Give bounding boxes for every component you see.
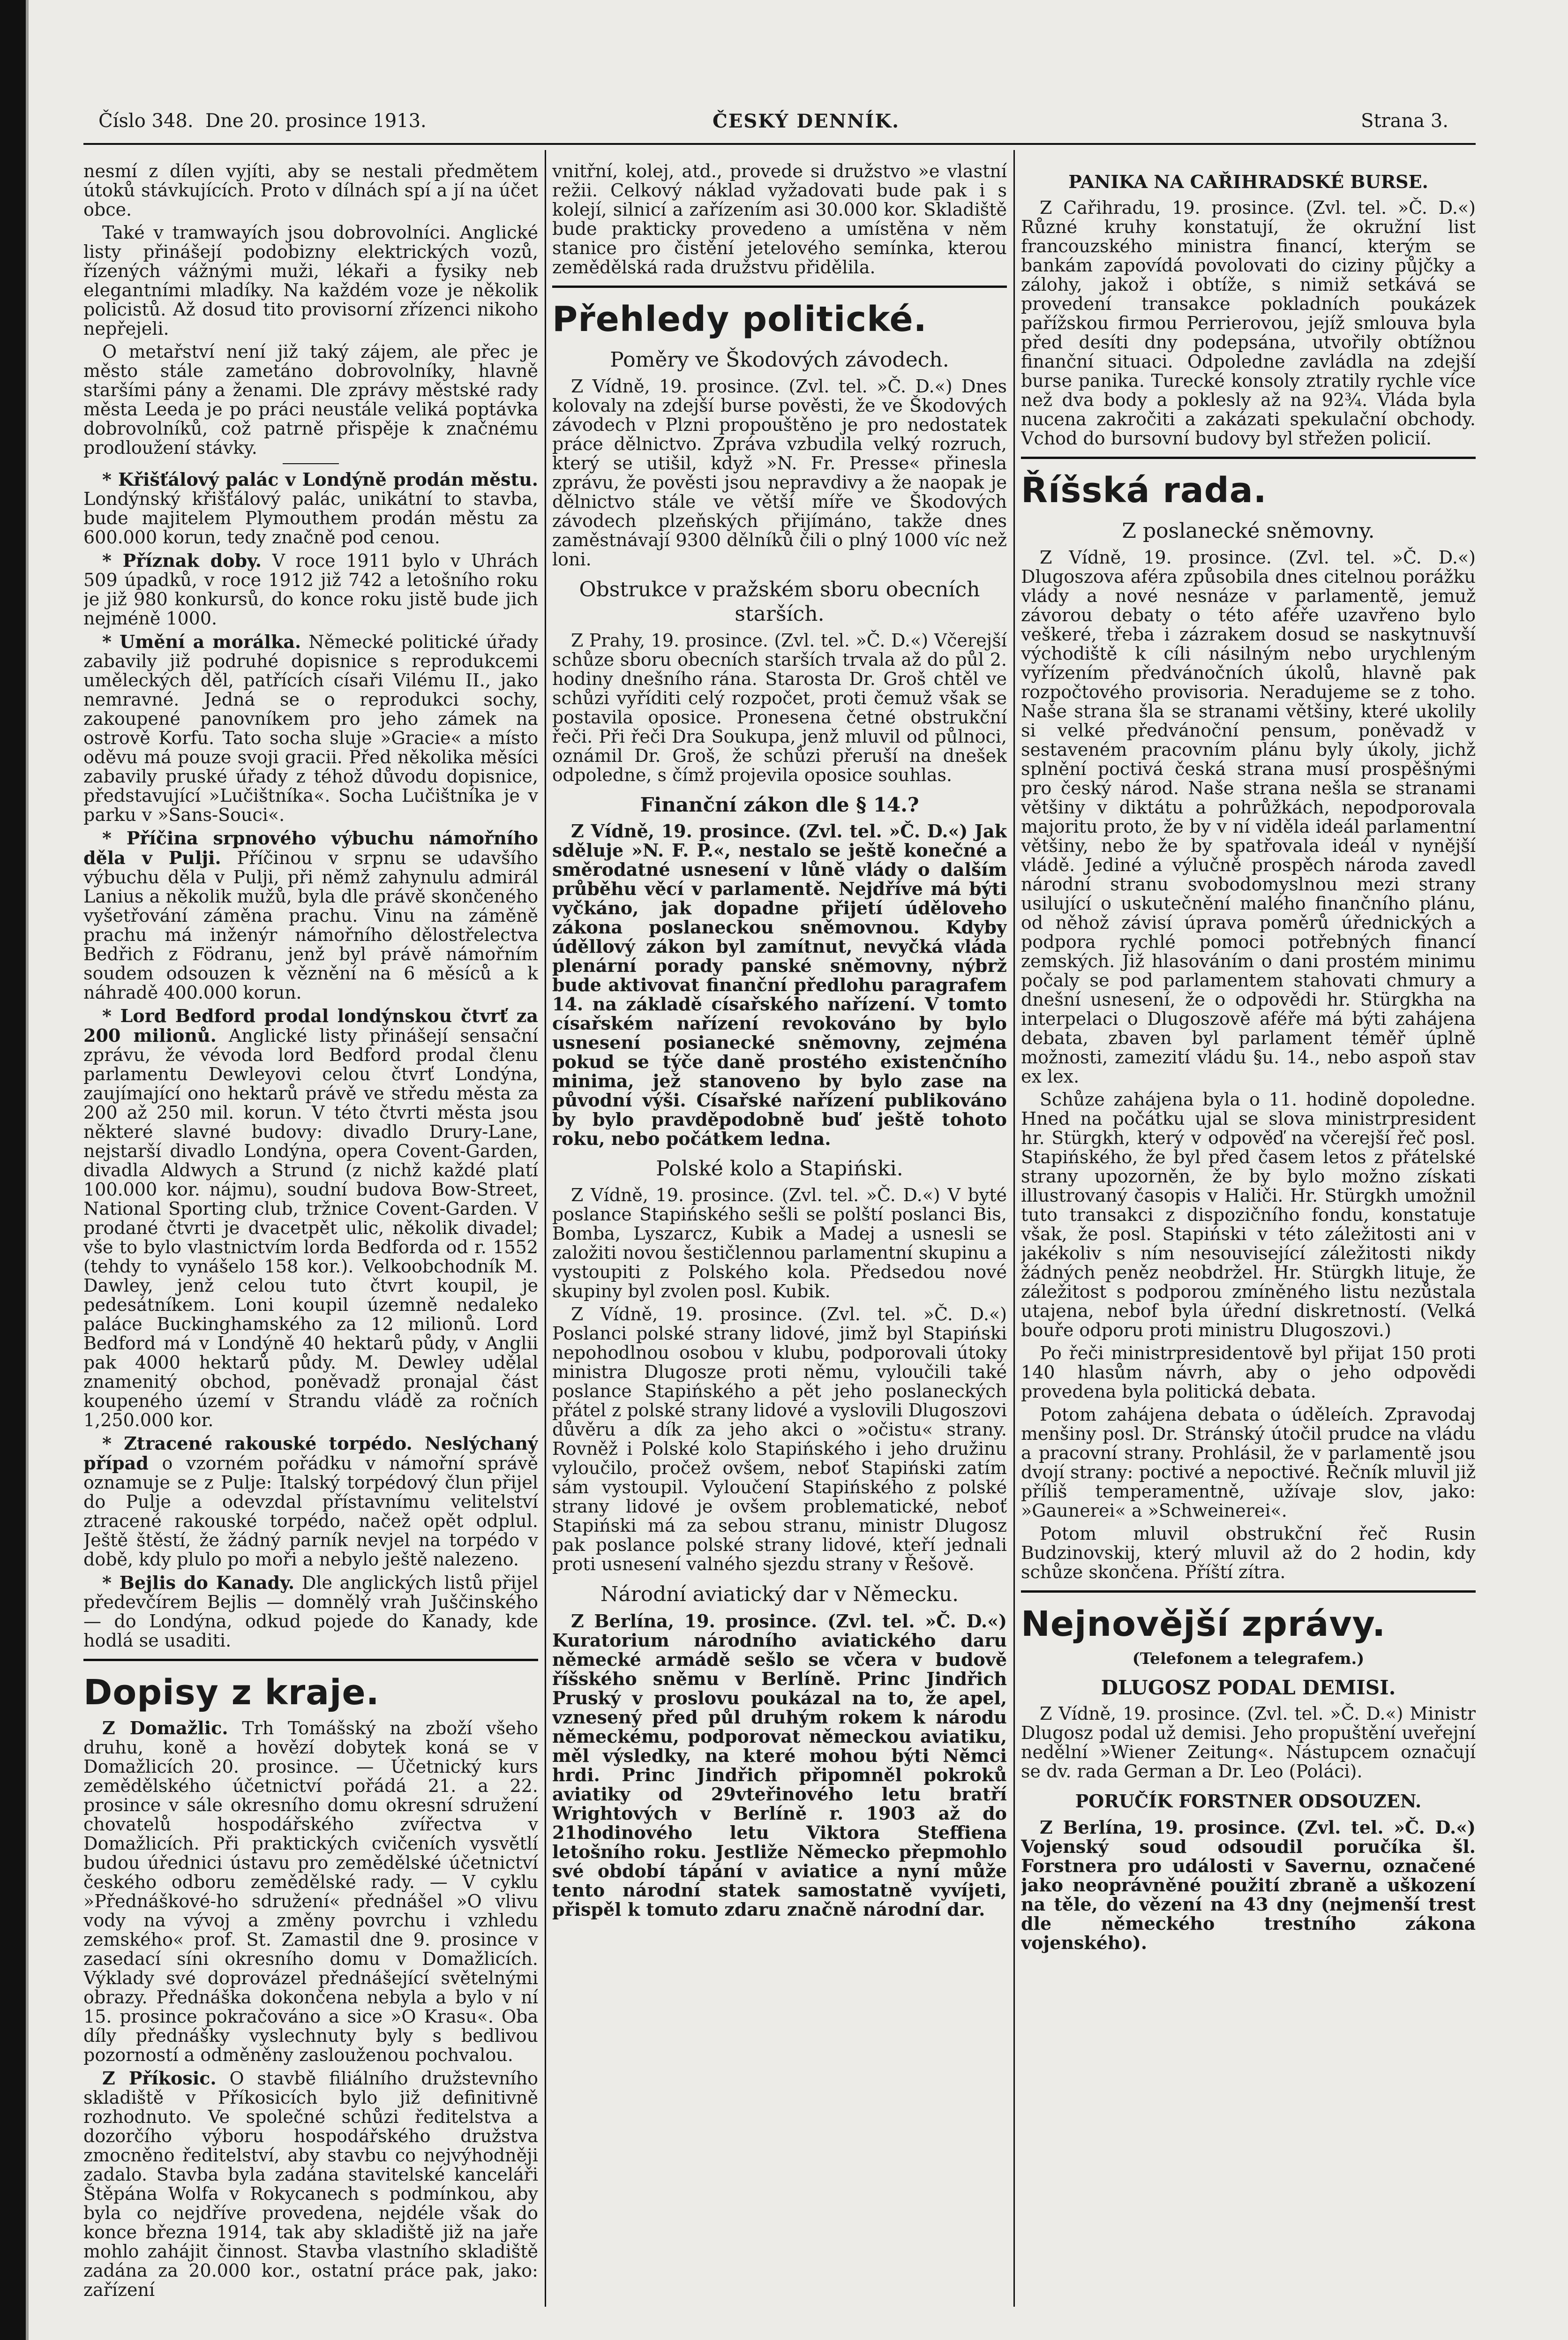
scan-edge-line — [26, 0, 29, 2340]
section-title: Dopisy z kraje. — [83, 1672, 380, 1713]
article-text: Z Berlína, 19. prosince. (Zvl. tel. »Č. D.«) Kuratorium národního aviatického daru německé armádě sešlo se včera v budově říšského sněmu v Berlíně. Princ Jindřich Pruský v proslovu poukázal na to, že apel, vznesený před půl druhým rokem k národu německému, podporovat německou aviatiku, měl výsledky, na které mohou býti Němci hrdi. Princ Jindřich připomněl pokroků aviatiky od 29vteřinového letu bratří Wrightových v Berlíně r. 1903 až do 21hodinového letu Viktora Steffiena letošního roku. Jestliže Německo přepmohlo své období tápání v aviatice a nyní může tento národní statek samostatně vyvíjeti, přispěl k tomuto zdaru značně národní dar. — [552, 1610, 1007, 1920]
news-heading: * Příznak doby. — [102, 550, 262, 571]
section-title: Říšská rada. — [1021, 470, 1267, 511]
news-body: o vzorném pořádku v námořní správě oznamuje se z Pulje: Italský torpédový člun přijel do Pulje a odevzdal přístavnímu velitelství ztracené rakouské torpédo, načež opět odplul. Ještě štěstí, že žádný parník nevjel na torpédo v době, kdy plulo po moři a nebylo ještě nalezeno. — [83, 1453, 538, 1570]
article-text: Schůze zahájena byla o 11. hodině dopoledne. Hned na počátku ujal se slova ministrpresident hr. Stürgkh, který v odpověď na včerejší řeč posl. Stapińského, že byl před časem letos z přátelské strany upozorněn, že by bylo možno získati illustrovaný časopis v Haliči. Hr. Stürgkh umožnil tuto transakci z dispozičního fondu, konstatuje však, že posl. Stapiński v této záležitosti ani v jakékoliv s ním nesouvisející záležitosti nikdy žádných peněz neobdržel. Hr. Stürgkh lituje, že záležitost s podporou zmíněného listu nezůstala utajena, nebof byla úřední diskretností. (Velká bouře odporu proti ministru Dlugoszovi.) — [1021, 1089, 1476, 1340]
news-item — [83, 470, 538, 547]
news-body: Anglické listy přinášejí sensační zprávu, že vévoda lord Bedford prodal členu parlamentu Dewleyovi celou čtvrť Londýna, zaujímající ono hektarů právě ve středu města za 200 až 250 mil. korun. V této čtvrti města jsou některé slavné budovy: divadlo Drury-Lane, nejstarší divadlo Londýna, opera Covent-Garden, divadla Aldwych a Strund (z nichž každé platí 100.000 kor. nájmu), soudní budova Bow-Street, National Sporting club, tržnice Covent-Garden. V prodané čtvrti je dvacetpět ulic, několik divadel; vše to bylo vlastnictvím lorda Bedforda od r. 1552 (tehdy to vynášelo 158 kor.). Velkoobchodník M. Dawley, jenž celou tuto čtvrt koupil, je pedesátníkem. Loni koupil územně nedaleko paláce Buckinghamského za 12 milionů. Lord Bedford má v Londýně 40 hektarů půdy, v Anglii pak 4000 hektarů půdy. M. Dewley udělal znamenitý obchod, poněvadž pronajal část koupeného území v Strandu vládě za ročních 1,250.000 kor. — [83, 1025, 538, 1430]
article-text: Po řeči ministrpresidentově byl přijat 150 proti 140 hlasům návrh, aby o jeho odpovědi provedena byla politická debata. — [1021, 1343, 1476, 1402]
article-text: Z Vídně, 19. prosince. (Zvl. tel. »Č. D.«) Dlugoszova aféra způsobila dnes citelnou porážku vlády a nové nesnáze v parlamentě, jemuž závorou debaty o této aféře uzavřeno bylo veškeré, třeba i zázrakem dosud se naskytnuvší východiště k cíli násilným nebo urychleným vyřízením předvánočních úkolů, hlavně pak rozpočtového provisoria. Neradujeme se z toho. Naše strana šla se stranami většiny, které ukolily si velké předvánoční pensum, poněvadž v sestaveném pracovním plánu byly úkoly, jichž splnění poctivá česká strana musí prospěšnými pro český národ. Naše strana nešla se stranami většiny v diktátu a pohrůžkách, nepodporovala majoritu proto, že by v ní viděla ideál parlamentní většiny, nebo že by spatřovala ideál v nynější vládě. Jediné a výlučně prospěch národa zavedl národní stranu svobodomyslnou mezi strany usilující o uskutečnění malého finančního plánu, od něhož závisí úprava poměrů úřednických a podpora rychlé pomoci potřebných financí zemských. Již hlasováním o dani prostém minimu počaly se pod parlamentem stahovati chmury a dnešní usnesení, že o odpovědi hr. Stürgkha na interpelaci o Dlugoszově aféře má býti zahájena debata, zbaven byl parlament téměř úplně možnosti, zamezití vládu §u. 14., nebo aspoň stav ex lex. — [1021, 547, 1476, 1087]
page-header — [94, 110, 1453, 143]
column-3 — [1021, 162, 1476, 2312]
news-body: Příčinou v srpnu se udavšího výbuchu děla v Pulji, při němž zahynulu admirál Lanius a několik mužů, byla dle právě skončeného vyšetřování záměna prachu. Vinu na záměně prachu má inženýr námořního dělostřelectva Bedřich z Födranu, jenž byl právě námořním soudem odsouzen k věznění na 6 měsíců a k náhradě 400.000 korun. — [83, 848, 538, 1003]
issue-number: Číslo 348. — [98, 110, 194, 132]
section-title: Přehledy politické. — [552, 299, 927, 339]
newspaper-title: ČESKÝ DENNÍK. — [713, 110, 900, 132]
issue-and-date — [98, 110, 427, 132]
news-item — [83, 1573, 538, 1650]
page-number: Strana 3. — [1361, 110, 1448, 132]
article-text: nesmí z dílen vyjíti, aby se nestali předmětem útoků stávkujících. Proto v dílnách spí a jí na účet obce. — [83, 162, 538, 220]
article-headline: Z poslanecké sněmovny. — [1122, 519, 1375, 543]
article-headline: DLUGOSZ PODAL DEMISI. — [1101, 1676, 1396, 1699]
news-body: Trh Tomášský na zboží všeho druhu, koně a hovězí dobytek koná se v Domažlicích 20. prosince. — Účetnický kurs zemědělského účetnictví pořádá 21. a 22. prosince v sále okresního domu okresní sdružení chovatelů hospodářského zvířectva v Domažlicích. Při praktických cvičeních vysvětlí budou úřednici ústavu pro zemědělské účetnictví českého odboru zemědělské rady. — V cyklu »Přednáškové-ho sdružení« přednášel »O vlivu vody na vývoj a změny povrchu i vzhledu zemského« prof. St. Zamastil dne 9. prosince v zasedací síni okresního domu v Domažlicích. Výklady své doprovázel přednášející světelnými obrazy. Přednáška dokončena nebyla a bylo v ní 15. prosince pokračováno a sice »O Krasu«. Oba díly přednášky vyslechnuty byly s bedlivou pozorností a odměněny zaslouženou pochvalou. — [83, 1718, 538, 2065]
scan-edge — [0, 0, 26, 2340]
article-headline: Obstrukce v pražském sboru obecních starších. — [579, 578, 980, 626]
article-text: Potom mluvil obstrukční řeč Rusin Budzinovskij, který mluvil až do 2 hodin, kdy schůze skončena. Příští zítra. — [1021, 1523, 1476, 1582]
article-text: Z Cařihradu, 19. prosince. (Zvl. tel. »Č. D.«) Různé kruhy konstatují, že okružní list francouzského ministra financí, kterým se bankám zapovídá povolovati do ciziny půjčky a zálohy, jakož i obtíže, s nimiž setkává se provedení transakce pokladních poukázek pařížskou firmou Perrierovou, jejíž smlouva byla před desíti dny podepsána, utvořily obtížnou finanční situaci. Odpoledne zavládla na zdejší burse panika. Turecké konsoly ztratily rychle více než dva body a poklesly až na 92¾. Vláda byla nucena zakročiti a zakázati spekulační obchody. Vchod do bursovní budovy byl střežen policií. — [1021, 197, 1476, 449]
issue-date: Dne 20. prosince 1913. — [205, 110, 427, 132]
news-body: Německé politické úřady zabavily již podruhé dopisnice s reprodukcemi uměleckých děl, patřících císaři Vilému II., jako nemravné. Jedná se o reprodukci sochy, zakoupené panovníkem pro jeho zámek na ostrově Korfu. Tato socha sluje »Gracie« a místo oděvu má pouze svoji gracii. Před několika měsíci zabavily pruské úřady z téhož důvodu dopisnice, představující »Lučištníka«. Socha Lučištníka je v parku v »Sans-Souci«. — [83, 632, 538, 825]
news-heading: * Křišťálový palác v Londýně prodán městu. — [102, 469, 538, 490]
article-text: Z Vídně, 19. prosince. (Zvl. tel. »Č. D.«) Dnes kolovaly na zdejší burse pověsti, že ve Škodových závodech v Plzni propouštěno je pro nedostatek práce dělnictvo. Zpráva vzbudila velký rozruch, který se utišil, když »N. Fr. Presse« přinesla zprávu, že pověsti jsou nepravdivy a že naopak je dělnictvo stále ve větší míře ve Škodových závodech plzeňských přijímáno, takže dnes zaměstnávají 9300 dělníků čili o plný 1000 víc než loni. — [552, 376, 1007, 570]
section-rule — [1021, 1590, 1476, 1593]
news-body: V roce 1911 bylo v Uhrách 509 úpadků, v roce 1912 již 742 a letošního roku je již 980 konkursů, do konce roku jistě bude jich nejméně 1000. — [83, 550, 538, 629]
article-text: Z Berlína, 19. prosince. (Zvl. tel. »Č. D.«) Vojenský soud odsoudil poručíka šl. Forstnera pro události v Savernu, označené jako neoprávněné použití zbraně a uškození na těle, do vězení na 43 dny (nejmenší trest dle německého trestního zákona vojenského). — [1021, 1817, 1476, 1953]
news-item — [83, 1434, 538, 1569]
article-headline: Finanční zákon dle § 14.? — [640, 793, 919, 816]
article-headline: PANIKA NA CAŘIHRADSKÉ BURSE. — [1068, 171, 1428, 192]
news-item — [83, 551, 538, 628]
section-title: Nejnovější zprávy. — [1021, 1604, 1386, 1644]
divider — [283, 463, 339, 464]
news-heading: Z Příkosic. — [102, 2068, 217, 2089]
column-divider-2 — [1013, 150, 1015, 2307]
news-item — [83, 828, 538, 1002]
section-rule — [83, 1659, 538, 1661]
news-heading: Z Domažlic. — [102, 1717, 228, 1738]
article-text: Z Vídně, 19. prosince. (Zvl. tel. »Č. D.«) Jak sděluje »N. F. P.«, nestalo se ještě konečné a směrodatné usnesení v lůně vlády o dalším průběhu věcí v parlamentě. Nejdříve má býti vyčkáno, jak dopadne přijetí úděloveho zákona poslaneckou sněmovnou. Kdyby úděllový zákon byl zamítnut, nevyčká vláda plenární porady panské sněmovny, nýbrž bude aktivovat finanční předlohu paragrafem 14. na základě císařského nařízení. V tomto císařském nařízení revokováno by bylo usnesení posianecké sněmovny, zejména pokud se týče daně prostého existenčního minima, jež stanoveno by bylo zase na původní výši. Císařské nařízení publikováno by bylo pravděpodobně buď ještě tohoto roku, nebo počátkem ledna. — [552, 820, 1007, 1149]
column-divider-1 — [545, 150, 546, 2307]
news-body: Londýnský křišťálový palác, unikátní to stavba, bude majitelem Plymouthem prodán městu za 600.000 korun, tedy značně pod cenou. — [83, 489, 538, 548]
article-headline: Poměry ve Škodových závodech. — [610, 348, 949, 372]
article-headline: Polské kolo a Stapiński. — [656, 1157, 903, 1181]
news-heading: * Umění a morálka. — [102, 631, 301, 652]
article-text: Také v tramwayích jsou dobrovolníci. Anglické listy přinášejí podobizny elektrických vozů, řízených vážnými muži, lékaři a fysiky neb elegantními mladíky. Na každém voze je několik policistů. Až dosud tito provisorní zřízenci nikoho nepřejeli. — [83, 222, 538, 339]
news-heading: * Lord Bedford prodal londýnskou čtvrť za 200 milionů. — [83, 1005, 538, 1046]
section-rule — [1021, 457, 1476, 459]
header-rule — [83, 143, 1476, 145]
article-text: Z Vídně, 19. prosince. (Zvl. tel. »Č. D.«) V byté poslance Stapińského sešli se polští poslanci Bis, Bomba, Lyszarcz, Kubik a Madej a usnesli se založiti novou šestičlennou parlamentní skupinu a vystoupiti z Polského kola. Předsedou nové skupiny byl zvolen posl. Kubik. — [552, 1185, 1007, 1302]
article-text: Z Prahy, 19. prosince. (Zvl. tel. »Č. D.«) Včerejší schůze sboru obecních starších trvala až do půl 2. hodiny dnešního rána. Starosta Dr. Groš chtěl ve schůzi vyříditi celý rozpočet, proti čemuž však se postavila oposice. Pronesena četné obstrukční řeči. Při řeči Dra Soukupa, jenž mluvil od půlnoci, oznámil Dr. Groš, že schůzi přeruší na dnešek odpoledne, s čímž projevila oposice souhlas. — [552, 630, 1007, 785]
article-headline: PORUČÍK FORSTNER ODSOUZEN. — [1075, 1791, 1422, 1812]
section-tagline: (Telefonem a telegrafem.) — [1132, 1649, 1365, 1668]
news-item — [83, 1718, 538, 2065]
news-heading: * Bejlis do Kanady. — [102, 1572, 295, 1593]
article-text: Z Vídně, 19. prosince. (Zvl. tel. »Č. D.«) Ministr Dlugosz podal už demisi. Jeho propuštění uveřejní nedělní »Wiener Zeitung«. Nástupcem označují se dv. rada German a Dr. Leo (Poláci). — [1021, 1703, 1476, 1782]
article-headline: Národní aviatický dar v Německu. — [600, 1582, 959, 1606]
news-item — [83, 1006, 538, 1430]
column-2 — [552, 162, 1007, 2312]
news-item — [83, 632, 538, 825]
news-heading: * Ztracené rakouské torpédo. Neslýchaný případ — [83, 1433, 538, 1474]
article-text: O metařství není již taký zájem, ale přec je město stále zametáno dobrovolníky, hlavně staršími pány a ženami. Dle zprávy městské rady města Leeda je po práci neustále veliká poptávka dobrovolníků, což patrně přispěje k značnému prodloužení stávky. — [83, 341, 538, 458]
article-text: Z Vídně, 19. prosince. (Zvl. tel. »Č. D.«) Poslanci polské strany lidové, jimž byl Stapiński nepohodlnou osobou v klubu, podporovali útoky ministra Dlugosze proti němu, vyloučili také poslance Stapińského a pět jeho poslaneckých přátel z polské strany lidové a vyslovili Dlugoszovi důvěru a dík za jeho akci o »očistu« strany. Rovněž i Polské kolo Stapińského i jeho družinu vyloučilo, pročež ovšem, neboť Stapiński zatím sám vystoupil. Vyloučení Stapińského z polské strany lidové je ovšem problematické, neboť Stapiński má za sebou stranu, ministr Dlugosz pak poslance polské strany lidové, kteří jednali proti usnesení valného sjezdu strany v Řešově. — [552, 1304, 1007, 1574]
news-item — [83, 2069, 538, 2300]
column-1 — [83, 162, 538, 2312]
news-heading: * Příčina srpnového výbuchu námořního děla v Pulji. — [83, 828, 538, 868]
news-body: Dle anglických listů přijel předevčírem Bejlis — domnělý vrah Juščinského — do Londýna, odkud pojede do Kanady, kde hodlá se usaditi. — [83, 1573, 538, 1651]
article-text: Potom zahájena debata o úděleích. Zpravodaj menšiny posl. Dr. Stránský útočil prudce na vládu a pracovní strany. Prohlásil, že v parlamentě jsou dvojí strany: poctivé a nepoctivé. Řečník mluvil již příliš temperamentně, užívaje slov, jako: »Gaunerei« a »Schweinerei«. — [1021, 1404, 1476, 1521]
article-text: vnitřní, kolej, atd., provede si družstvo »e vlastní režii. Celkový náklad vyžadovati bude pak i s kolejí, silnicí a zařízením asi 30.000 kor. Skladiště bude prakticky provedeno a umístěna v něm stanice pro čistění jetelového semínka, kterou zemědělská rada družstvu přidělila. — [552, 162, 1007, 278]
news-body: O stavbě filiálního družstevního skladiště v Příkosicích bylo již definitivně rozhodnuto. Ve společné schůzi ředitelstva a dozorčího výboru hospodářského družstva zmocněno ředitelství, aby stavbu co nejvýhodněji zadalo. Stavba byla zadána stavitelské kanceláři Štěpána Wolfa v Rokycanech s podmínkou, aby byla co nejdříve provedena, nejdéle však do konce března 1914, tak aby skladiště již na jaře mohlo zahájit činnost. Stavba vlastního skladiště zadána za 20.000 kor., ostatní práce pak, jako: zařízení — [83, 2068, 538, 2300]
section-rule — [552, 286, 1007, 288]
